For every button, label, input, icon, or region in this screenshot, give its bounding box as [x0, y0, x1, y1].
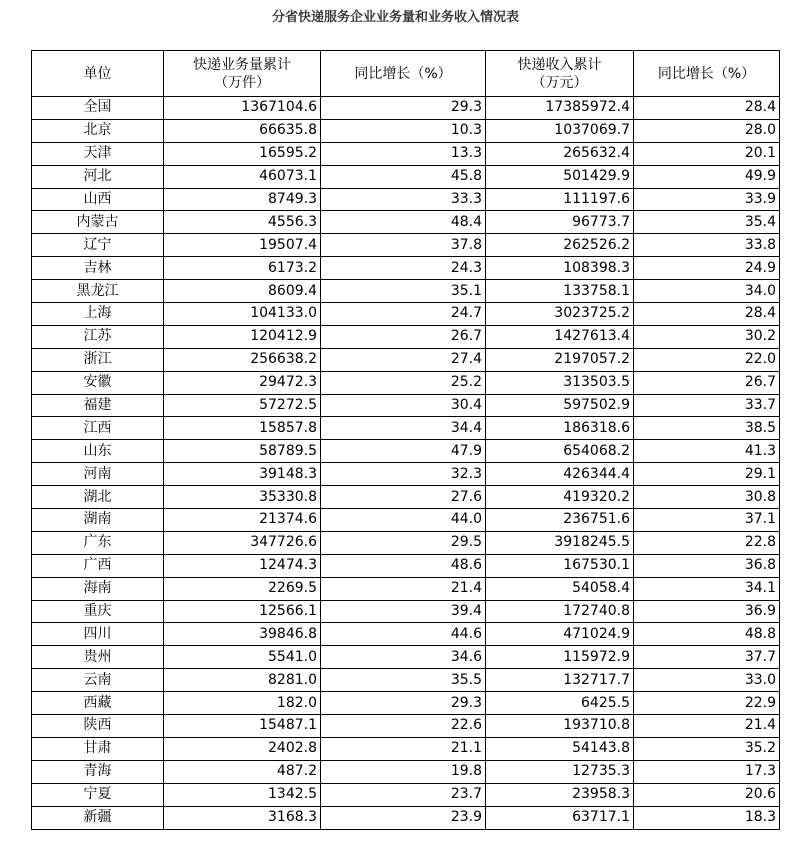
table-row [32, 280, 780, 303]
cell-revenue-growth: 33.0 [634, 669, 780, 692]
cell-revenue: 54058.4 [486, 577, 634, 600]
cell-revenue-growth: 20.6 [634, 783, 780, 806]
cell-volume-growth: 24.7 [321, 303, 486, 326]
cell-volume-growth: 22.6 [321, 715, 486, 738]
cell-volume-growth: 21.4 [321, 577, 486, 600]
cell-volume-growth: 13.3 [321, 142, 486, 165]
cell-volume: 1342.5 [164, 783, 321, 806]
cell-volume: 39846.8 [164, 623, 321, 646]
cell-volume-growth: 48.6 [321, 554, 486, 577]
cell-revenue-growth: 33.7 [634, 394, 780, 417]
cell-unit: 广西 [32, 554, 164, 577]
cell-unit: 云南 [32, 669, 164, 692]
cell-revenue: 132717.7 [486, 669, 634, 692]
cell-volume: 120412.9 [164, 325, 321, 348]
cell-volume: 182.0 [164, 692, 321, 715]
header-unit: 单位 [32, 51, 164, 97]
table-row [32, 325, 780, 348]
cell-volume-growth: 47.9 [321, 440, 486, 463]
cell-revenue: 262526.2 [486, 234, 634, 257]
cell-volume: 16595.2 [164, 142, 321, 165]
cell-revenue-growth: 17.3 [634, 760, 780, 783]
cell-revenue: 3023725.2 [486, 303, 634, 326]
cell-revenue: 3918245.5 [486, 531, 634, 554]
cell-unit: 西藏 [32, 692, 164, 715]
cell-volume-growth: 48.4 [321, 211, 486, 234]
cell-volume: 1367104.6 [164, 97, 321, 120]
table-row [32, 303, 780, 326]
cell-volume-growth: 29.3 [321, 692, 486, 715]
cell-revenue: 63717.1 [486, 806, 634, 829]
cell-volume: 21374.6 [164, 509, 321, 532]
cell-revenue: 186318.6 [486, 417, 634, 440]
cell-revenue-growth: 30.2 [634, 325, 780, 348]
header-volume-growth: 同比增长（%） [321, 51, 486, 97]
cell-unit: 湖南 [32, 509, 164, 532]
cell-volume: 15857.8 [164, 417, 321, 440]
cell-revenue-growth: 22.0 [634, 348, 780, 371]
cell-volume: 66635.8 [164, 119, 321, 142]
cell-revenue-growth: 28.4 [634, 303, 780, 326]
cell-revenue-growth: 22.9 [634, 692, 780, 715]
cell-revenue: 2197057.2 [486, 348, 634, 371]
cell-revenue: 265632.4 [486, 142, 634, 165]
cell-revenue: 471024.9 [486, 623, 634, 646]
cell-revenue: 115972.9 [486, 646, 634, 669]
table-row [32, 97, 780, 120]
table-row [32, 623, 780, 646]
cell-volume-growth: 23.9 [321, 806, 486, 829]
cell-revenue-growth: 36.9 [634, 600, 780, 623]
cell-revenue-growth: 24.9 [634, 257, 780, 280]
cell-revenue-growth: 18.3 [634, 806, 780, 829]
cell-revenue-growth: 41.3 [634, 440, 780, 463]
cell-revenue-growth: 33.9 [634, 188, 780, 211]
cell-revenue-growth: 21.4 [634, 715, 780, 738]
cell-unit: 黑龙江 [32, 280, 164, 303]
cell-volume-growth: 39.4 [321, 600, 486, 623]
cell-volume: 8749.3 [164, 188, 321, 211]
table-row [32, 188, 780, 211]
cell-volume-growth: 33.3 [321, 188, 486, 211]
cell-volume-growth: 44.0 [321, 509, 486, 532]
table-row [32, 600, 780, 623]
cell-unit: 贵州 [32, 646, 164, 669]
header-volume-line2: （万件） [214, 74, 270, 91]
table-row [32, 783, 780, 806]
table-row [32, 554, 780, 577]
cell-volume-growth: 44.6 [321, 623, 486, 646]
cell-unit: 四川 [32, 623, 164, 646]
cell-revenue: 12735.3 [486, 760, 634, 783]
cell-unit: 河南 [32, 463, 164, 486]
cell-volume-growth: 34.6 [321, 646, 486, 669]
table-body [32, 51, 780, 830]
cell-volume-growth: 27.4 [321, 348, 486, 371]
cell-revenue: 193710.8 [486, 715, 634, 738]
cell-volume-growth: 37.8 [321, 234, 486, 257]
cell-revenue-growth: 48.8 [634, 623, 780, 646]
cell-unit: 湖北 [32, 486, 164, 509]
cell-volume-growth: 29.3 [321, 97, 486, 120]
cell-unit: 天津 [32, 142, 164, 165]
cell-volume-growth: 19.8 [321, 760, 486, 783]
cell-volume: 12566.1 [164, 600, 321, 623]
table-row [32, 119, 780, 142]
cell-volume: 8281.0 [164, 669, 321, 692]
cell-revenue-growth: 49.9 [634, 165, 780, 188]
table-row [32, 348, 780, 371]
cell-revenue-growth: 28.0 [634, 119, 780, 142]
cell-volume-growth: 29.5 [321, 531, 486, 554]
cell-revenue: 167530.1 [486, 554, 634, 577]
cell-volume: 5541.0 [164, 646, 321, 669]
table-row [32, 509, 780, 532]
cell-volume-growth: 35.1 [321, 280, 486, 303]
table-row [32, 692, 780, 715]
cell-volume-growth: 10.3 [321, 119, 486, 142]
cell-volume: 29472.3 [164, 371, 321, 394]
cell-unit: 河北 [32, 165, 164, 188]
table-row [32, 165, 780, 188]
cell-revenue: 419320.2 [486, 486, 634, 509]
cell-volume: 6173.2 [164, 257, 321, 280]
cell-volume: 256638.2 [164, 348, 321, 371]
cell-unit: 海南 [32, 577, 164, 600]
table-row [32, 463, 780, 486]
cell-unit: 江苏 [32, 325, 164, 348]
cell-volume-growth: 45.8 [321, 165, 486, 188]
header-volume-line1: 快递业务量累计 [193, 56, 291, 73]
cell-volume: 19507.4 [164, 234, 321, 257]
cell-revenue: 426344.4 [486, 463, 634, 486]
cell-revenue: 96773.7 [486, 211, 634, 234]
table-row [32, 440, 780, 463]
cell-volume-growth: 24.3 [321, 257, 486, 280]
header-revenue [486, 51, 634, 97]
cell-revenue: 54143.8 [486, 737, 634, 760]
cell-volume-growth: 34.4 [321, 417, 486, 440]
cell-volume: 104133.0 [164, 303, 321, 326]
cell-volume-growth: 32.3 [321, 463, 486, 486]
cell-volume: 3168.3 [164, 806, 321, 829]
cell-volume-growth: 25.2 [321, 371, 486, 394]
cell-revenue-growth: 37.1 [634, 509, 780, 532]
cell-revenue-growth: 20.1 [634, 142, 780, 165]
cell-unit: 上海 [32, 303, 164, 326]
cell-volume-growth: 27.6 [321, 486, 486, 509]
cell-revenue: 108398.3 [486, 257, 634, 280]
cell-volume: 58789.5 [164, 440, 321, 463]
table-title: 分省快递服务企业业务量和业务收入情况表 [271, 10, 519, 25]
cell-volume: 2402.8 [164, 737, 321, 760]
cell-unit: 陕西 [32, 715, 164, 738]
express-stats-table [31, 50, 780, 830]
cell-unit: 青海 [32, 760, 164, 783]
cell-unit: 北京 [32, 119, 164, 142]
header-volume [164, 51, 321, 97]
cell-revenue: 597502.9 [486, 394, 634, 417]
cell-unit: 浙江 [32, 348, 164, 371]
cell-unit: 吉林 [32, 257, 164, 280]
cell-unit: 新疆 [32, 806, 164, 829]
cell-revenue: 23958.3 [486, 783, 634, 806]
table-row [32, 234, 780, 257]
cell-volume: 15487.1 [164, 715, 321, 738]
cell-unit: 山东 [32, 440, 164, 463]
table-row [32, 577, 780, 600]
table-row [32, 371, 780, 394]
table-row [32, 486, 780, 509]
header-revenue-line2: （万元） [531, 74, 588, 91]
cell-revenue-growth: 38.5 [634, 417, 780, 440]
cell-revenue: 654068.2 [486, 440, 634, 463]
cell-volume: 2269.5 [164, 577, 321, 600]
cell-volume: 57272.5 [164, 394, 321, 417]
cell-revenue-growth: 37.7 [634, 646, 780, 669]
table-row [32, 806, 780, 829]
header-row [32, 51, 780, 97]
header-revenue-line1: 快递收入累计 [517, 56, 602, 73]
cell-volume-growth: 23.7 [321, 783, 486, 806]
cell-revenue-growth: 28.4 [634, 97, 780, 120]
cell-volume: 39148.3 [164, 463, 321, 486]
table-row [32, 417, 780, 440]
cell-volume: 46073.1 [164, 165, 321, 188]
table-row [32, 142, 780, 165]
cell-volume: 487.2 [164, 760, 321, 783]
cell-volume: 4556.3 [164, 211, 321, 234]
cell-revenue-growth: 36.8 [634, 554, 780, 577]
table-row [32, 737, 780, 760]
cell-unit: 甘肃 [32, 737, 164, 760]
cell-revenue-growth: 26.7 [634, 371, 780, 394]
cell-volume: 347726.6 [164, 531, 321, 554]
cell-revenue-growth: 30.8 [634, 486, 780, 509]
cell-unit: 宁夏 [32, 783, 164, 806]
cell-unit: 福建 [32, 394, 164, 417]
header-revenue-growth: 同比增长（%） [634, 51, 780, 97]
table-row [32, 211, 780, 234]
cell-revenue: 6425.5 [486, 692, 634, 715]
cell-revenue: 236751.6 [486, 509, 634, 532]
table-row [32, 669, 780, 692]
cell-revenue-growth: 29.1 [634, 463, 780, 486]
cell-volume: 12474.3 [164, 554, 321, 577]
cell-unit: 安徽 [32, 371, 164, 394]
cell-revenue-growth: 33.8 [634, 234, 780, 257]
table-row [32, 715, 780, 738]
cell-volume-growth: 26.7 [321, 325, 486, 348]
cell-unit: 山西 [32, 188, 164, 211]
table-row [32, 531, 780, 554]
cell-revenue-growth: 35.4 [634, 211, 780, 234]
cell-unit: 重庆 [32, 600, 164, 623]
cell-volume: 8609.4 [164, 280, 321, 303]
cell-revenue-growth: 35.2 [634, 737, 780, 760]
cell-revenue: 313503.5 [486, 371, 634, 394]
cell-volume: 35330.8 [164, 486, 321, 509]
table-row [32, 646, 780, 669]
cell-volume-growth: 30.4 [321, 394, 486, 417]
cell-revenue-growth: 22.8 [634, 531, 780, 554]
table-row [32, 394, 780, 417]
cell-revenue: 111197.6 [486, 188, 634, 211]
cell-volume-growth: 35.5 [321, 669, 486, 692]
cell-unit: 辽宁 [32, 234, 164, 257]
cell-unit: 内蒙古 [32, 211, 164, 234]
cell-revenue: 172740.8 [486, 600, 634, 623]
cell-unit: 全国 [32, 97, 164, 120]
cell-volume-growth: 21.1 [321, 737, 486, 760]
cell-revenue: 501429.9 [486, 165, 634, 188]
cell-revenue: 17385972.4 [486, 97, 634, 120]
cell-revenue: 1427613.4 [486, 325, 634, 348]
cell-revenue-growth: 34.1 [634, 577, 780, 600]
table-row [32, 257, 780, 280]
cell-unit: 广东 [32, 531, 164, 554]
cell-revenue: 1037069.7 [486, 119, 634, 142]
cell-unit: 江西 [32, 417, 164, 440]
cell-revenue: 133758.1 [486, 280, 634, 303]
table-row [32, 760, 780, 783]
cell-revenue-growth: 34.0 [634, 280, 780, 303]
